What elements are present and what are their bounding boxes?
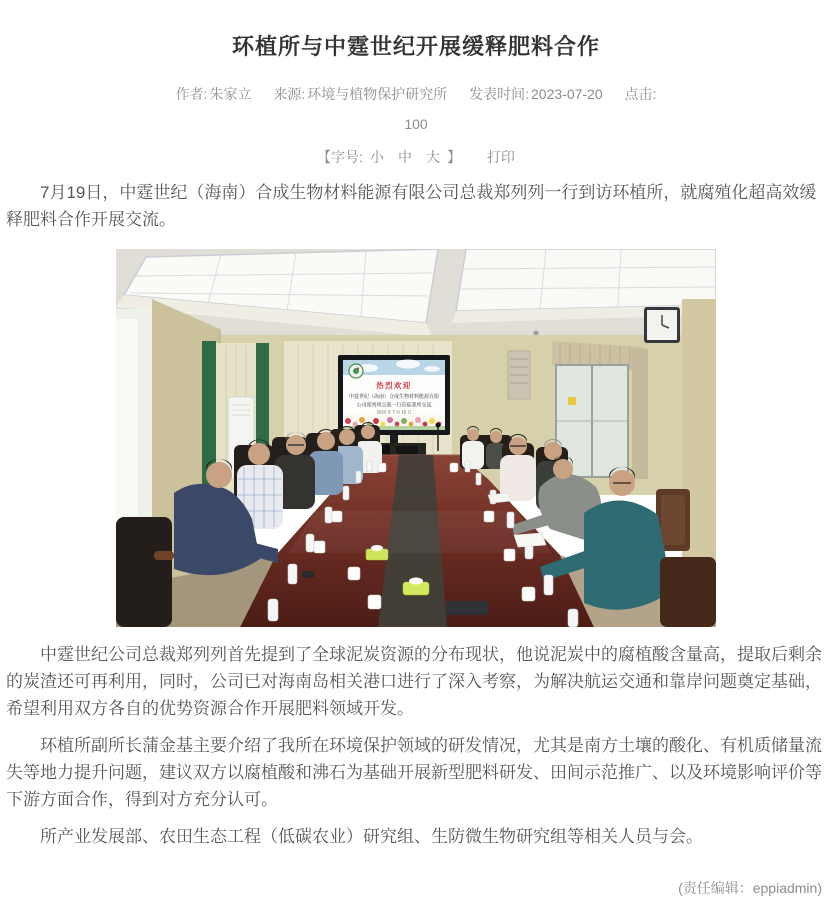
fontsize-medium-button[interactable]: 中	[397, 149, 412, 165]
meta-clicks-label: 点击:	[624, 86, 657, 102]
article-photo	[6, 249, 826, 627]
meta-source	[273, 86, 447, 102]
fontsize-large-button[interactable]: 大	[425, 149, 440, 165]
page-title: 环植所与中霆世纪开展缓释肥料合作	[231, 34, 600, 59]
fontsize-bar	[6, 145, 826, 169]
paragraph-4: 所产业发展部、农田生态工程（低碳农业）研究组、生防微生物研究组等相关人员与会。	[40, 827, 703, 846]
downlight	[534, 331, 539, 336]
paragraph-2: 中霆世纪公司总裁郑列列首先提到了全球泥炭资源的分布现状，他说泥炭中的腐植酸含量高，提取后剩余的炭渣还可再利用，同时，公司已对海南岛相关港口进行了深入考察，为解决航运交通和靠岸问题奠定基础，希望利用双方各自的优势资源合作开展肥料领域开发。	[6, 645, 822, 718]
print-button[interactable]: 打印	[486, 149, 515, 165]
meta-author-value: 朱家立	[209, 86, 252, 102]
meta-author	[176, 86, 252, 102]
fontsize-prefix: 【字号:	[317, 149, 363, 165]
meta-source-label: 来源:	[273, 86, 306, 102]
meta-author-label: 作者:	[175, 86, 208, 102]
meta-date-label: 发表时间:	[469, 86, 530, 102]
paragraph-1: 7月19日，中霆世纪（海南）合成生物材料能源有限公司总裁郑列列一行到访环植所，就腐殖化超高效缓释肥料合作开展交流。	[6, 183, 817, 229]
paragraph-3: 环植所副所长蒲金基主要介绍了我所在环境保护领域的研发情况，尤其是南方土壤的酸化、有机质储量流失等地力提升问题，建议双方以腐植酸和沸石为基础开展新型肥料研发、田间示范推广、以及环境影响评价等下游方面合作，得到对方充分认可。	[6, 736, 822, 809]
slide-welcome-text: 热烈欢迎	[376, 381, 412, 390]
phone	[302, 571, 314, 578]
chair	[116, 517, 172, 627]
papers	[514, 533, 546, 547]
slide-line1-text: 中霆世纪（海南）合成生物材料能源有限	[348, 394, 440, 400]
hazard-sticker	[568, 397, 576, 405]
fontsize-small-button[interactable]: 小	[369, 149, 384, 165]
editor-note: (责任编辑：eppiadmin)	[678, 880, 822, 896]
article-body	[6, 179, 826, 850]
papers	[488, 493, 511, 503]
article-meta	[6, 81, 826, 107]
chair	[660, 557, 716, 627]
slide-line2-text: 公司郑列列总裁一行莅临我所交流	[356, 402, 432, 409]
meta-clicks-value: 100	[404, 116, 428, 132]
meta-source-value: 环境与植物保护研究所	[307, 86, 448, 102]
meta-date-value: 2023-07-20	[531, 86, 603, 102]
curtain	[632, 349, 648, 479]
meta-date	[469, 86, 603, 102]
fontsize-suffix: 】	[446, 149, 461, 165]
meeting-photo-scene	[116, 249, 716, 627]
tv-screen	[343, 360, 445, 431]
slide-date-text: 2023 年 7 月 19 日	[376, 409, 412, 415]
notebook	[446, 601, 488, 615]
